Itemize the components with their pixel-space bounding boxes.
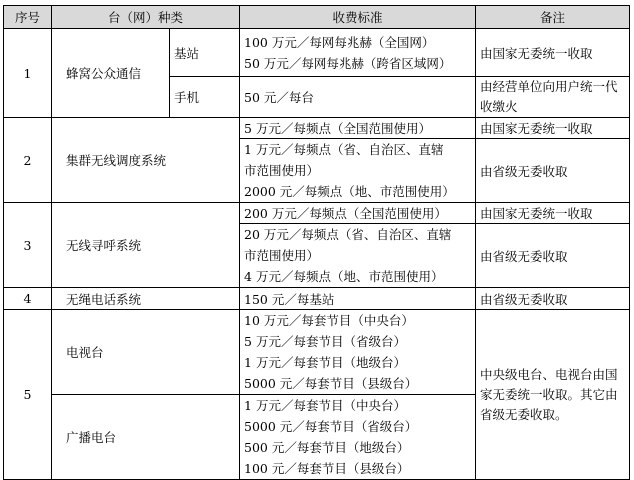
row-number: 2	[4, 118, 52, 203]
row-number: 4	[4, 288, 52, 310]
fee-cell: 5 万元／每频点（全国范围使用）	[240, 118, 476, 139]
row-number: 3	[4, 203, 52, 288]
fee-line: 50 万元／每网每兆赫（跨省区域网）	[244, 55, 452, 71]
system-name: 集群无线调度系统	[52, 118, 240, 203]
fee-line: 1 万元／每套节目（地级台）	[244, 355, 406, 370]
fee-line: 5 万元／每套节目（省级台）	[244, 334, 406, 349]
fee-cell	[240, 139, 476, 203]
fee-line: 1 万元／每套节目（中央台）	[244, 398, 406, 413]
note-cell: 由国家无委统一收取	[476, 203, 630, 224]
row-number: 5	[4, 310, 52, 480]
fee-line: 5000 元／每套节目（省级台）	[244, 419, 418, 434]
fee-line: 1 万元／每频点（省、自治区、直辖	[244, 142, 444, 157]
header-fee: 收费标准	[240, 6, 476, 29]
frequency-fee-table	[3, 5, 630, 480]
subtype-label: 基站	[170, 29, 240, 77]
fee-cell	[240, 224, 476, 288]
fee-line: 2000 元／每频点（地、市范围使用）	[244, 184, 455, 199]
fee-cell: 200 万元／每频点（全国范围使用）	[240, 203, 476, 224]
fee-line: 100 元／每套节目（县级台）	[244, 461, 410, 476]
system-name: 无绳电话系统	[52, 288, 240, 310]
row-number: 1	[4, 29, 52, 118]
fee-cell: 50 元／每台	[240, 77, 476, 118]
fee-cell	[240, 29, 476, 77]
note-cell: 由省级无委收取	[476, 139, 630, 203]
table-row	[4, 310, 630, 395]
system-name: 无线寻呼系统	[52, 203, 240, 288]
fee-line: 市范围使用）	[244, 163, 320, 178]
fee-cell: 150 元／每基站	[240, 288, 476, 310]
system-name: 广播电台	[52, 395, 240, 480]
table-row	[4, 288, 630, 310]
note-cell: 中央级电台、电视台由国家无委统一收取。其它由省级无委收取。	[476, 310, 630, 480]
note-cell: 由国家无委统一收取	[476, 29, 630, 77]
subtype-label: 手机	[170, 77, 240, 118]
fee-line: 500 元／每套节目（地级台）	[244, 440, 410, 455]
fee-line: 10 万元／每套节目（中央台）	[244, 313, 414, 328]
table-row	[4, 118, 630, 139]
system-name: 蜂窝公众通信	[52, 29, 170, 118]
header-type: 台（网）种类	[52, 6, 240, 29]
table-row	[4, 29, 630, 77]
note-cell: 由省级无委收取	[476, 224, 630, 288]
note-cell: 由国家无委统一收取	[476, 118, 630, 139]
system-name: 电视台	[52, 310, 240, 395]
fee-line: 市范围使用）	[244, 248, 320, 263]
fee-cell	[240, 310, 476, 395]
header-note: 备注	[476, 6, 630, 29]
fee-line: 20 万元／每频点（省、自治区、直辖	[244, 227, 452, 242]
note-cell: 由省级无委收取	[476, 288, 630, 310]
table-row	[4, 203, 630, 224]
fee-cell	[240, 395, 476, 480]
note-cell: 由经营单位向用户统一代收缴火	[476, 77, 630, 118]
fee-line: 4 万元／每频点（地、市范围使用）	[244, 269, 444, 284]
fee-line: 100 万元／每网每兆赫（全国网）	[244, 34, 435, 50]
fee-line: 5000 元／每套节目（县级台）	[244, 376, 418, 391]
header-no: 序号	[4, 6, 52, 29]
table-header-row	[4, 6, 630, 29]
